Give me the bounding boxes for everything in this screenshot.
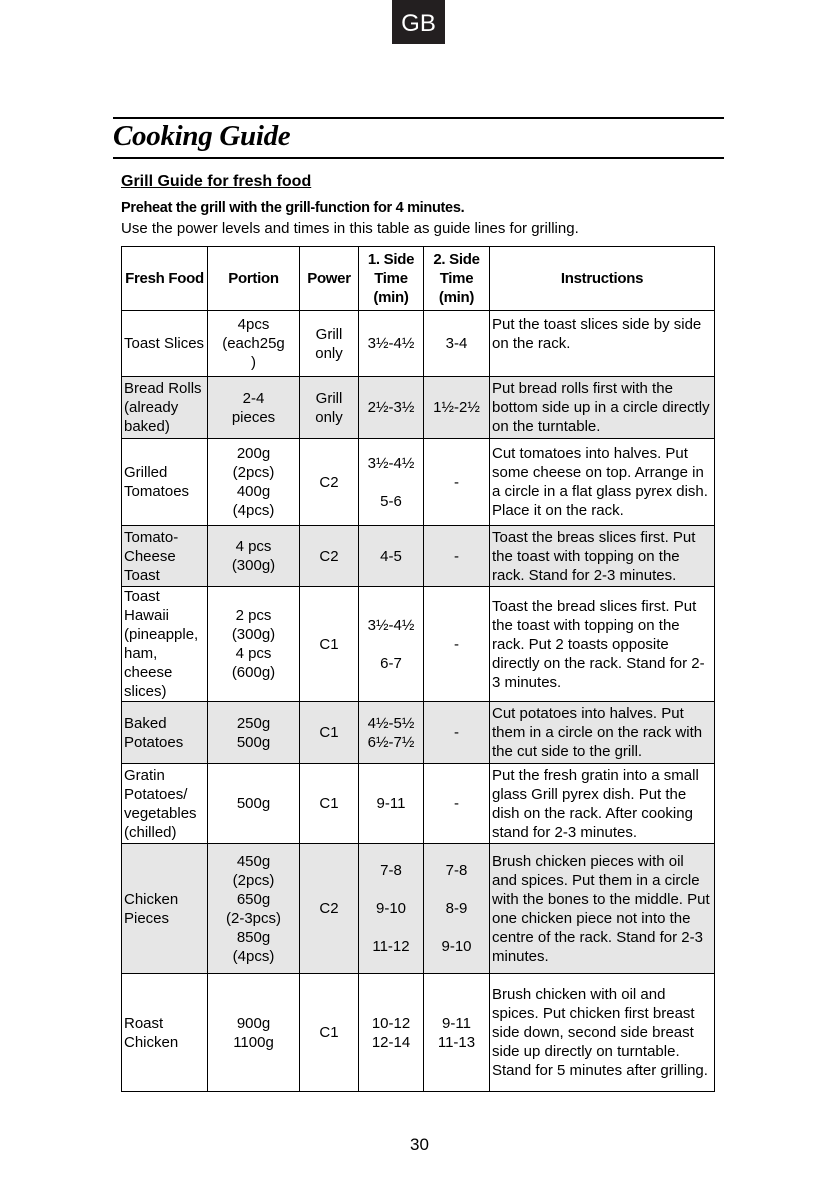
intro-text: Use the power levels and times in this table as guide lines for grilling. [121,220,579,237]
cell-instructions: Cut potatoes into halves. Put them in a circle on the rack with the cut side to the grill. [490,702,715,764]
cell-side2: 7-8 8-9 9-10 [424,844,490,974]
cell-power: C1 [300,702,359,764]
cell-side1: 9-11 [359,764,424,844]
page-number: 30 [410,1135,429,1154]
cell-portion: 450g (2pcs) 650g (2-3pcs) 850g (4pcs) [208,844,300,974]
cell-portion: 250g 500g [208,702,300,764]
cell-side1: 4½-5½ 6½-7½ [359,702,424,764]
table-row [122,377,715,439]
section-heading: Grill Guide for fresh food [121,173,312,190]
cell-food: Gratin Potatoes/ vegetables (chilled) [122,764,208,844]
cell-side2: 9-11 11-13 [424,974,490,1092]
table-row [122,702,715,764]
header-side2-time: 2. Side Time (min) [424,247,490,311]
table-row [122,587,715,702]
cell-instructions: Toast the breas slices first. Put the toast with topping on the rack. Stand for 2-3 minutes. [490,526,715,587]
table-row [122,439,715,526]
cell-side1: 3½-4½ 5-6 [359,439,424,526]
cell-instructions: Put the toast slices side by side on the rack. [490,311,715,377]
title-rule-bottom [113,157,724,159]
cell-portion: 200g (2pcs) 400g (4pcs) [208,439,300,526]
cell-instructions: Toast the bread slices first. Put the toast with topping on the rack. Put 2 toasts opposite directly on the rack. Stand for 2-3 minutes. [490,587,715,702]
header-instructions: Instructions [490,247,715,311]
cell-power: C1 [300,587,359,702]
region-tab: GB [392,0,445,44]
table-row [122,526,715,587]
cell-side2: - [424,587,490,702]
table-header-row [122,247,715,311]
header-side1-time: 1. Side Time (min) [359,247,424,311]
cell-instructions: Brush chicken pieces with oil and spices. Put them in a circle with the bones to the middle. Put one chicken piece not into the centre of the rack. Stand for 2-3 minutes. [490,844,715,974]
cell-food: Grilled Tomatoes [122,439,208,526]
cell-instructions: Put bread rolls first with the bottom side up in a circle directly on the turntable. [490,377,715,439]
grill-guide-table [121,246,715,1092]
cell-portion: 2 pcs (300g) 4 pcs (600g) [208,587,300,702]
cell-power: Grill only [300,377,359,439]
cell-side1: 2½-3½ [359,377,424,439]
cell-instructions: Cut tomatoes into halves. Put some cheese on top. Arrange in a circle in a flat glass pyrex dish. Place it on the rack. [490,439,715,526]
cell-food: Toast Hawaii (pineapple, ham, cheese slices) [122,587,208,702]
cell-portion: 500g [208,764,300,844]
cell-portion: 4pcs (each25g ) [208,311,300,377]
cell-side2: - [424,526,490,587]
cell-food: Toast Slices [122,311,208,377]
cell-side2: 3-4 [424,311,490,377]
cell-side2: - [424,439,490,526]
header-portion: Portion [208,247,300,311]
cell-side1: 3½-4½ [359,311,424,377]
cell-power: C2 [300,844,359,974]
cell-instructions: Put the fresh gratin into a small glass Grill pyrex dish. Put the dish on the rack. After cooking stand for 2-3 minutes. [490,764,715,844]
table-row [122,974,715,1092]
table-row [122,764,715,844]
header-fresh-food: Fresh Food [122,247,208,311]
cell-food: Bread Rolls (already baked) [122,377,208,439]
cell-side1: 7-8 9-10 11-12 [359,844,424,974]
cell-power: C2 [300,526,359,587]
preheat-note: Preheat the grill with the grill-function for 4 minutes. [121,200,465,216]
cell-power: C1 [300,974,359,1092]
cell-power: Grill only [300,311,359,377]
header-power: Power [300,247,359,311]
cell-portion: 4 pcs (300g) [208,526,300,587]
cell-portion: 2-4 pieces [208,377,300,439]
cell-side1: 3½-4½ 6-7 [359,587,424,702]
cell-food: Roast Chicken [122,974,208,1092]
cell-power: C1 [300,764,359,844]
cell-food: Tomato- Cheese Toast [122,526,208,587]
cell-side2: - [424,764,490,844]
cell-power: C2 [300,439,359,526]
table-row [122,844,715,974]
cell-food: Baked Potatoes [122,702,208,764]
cell-food: Chicken Pieces [122,844,208,974]
cell-side1: 10-12 12-14 [359,974,424,1092]
page-title: Cooking Guide [113,120,291,152]
cell-side1: 4-5 [359,526,424,587]
cell-portion: 900g 1100g [208,974,300,1092]
cell-side2: 1½-2½ [424,377,490,439]
title-rule-top [113,117,724,119]
table-row [122,311,715,377]
cell-instructions: Brush chicken with oil and spices. Put chicken first breast side down, second side breast side up directly on turntable. Stand for 5 minutes after grilling. [490,974,715,1092]
cell-side2: - [424,702,490,764]
